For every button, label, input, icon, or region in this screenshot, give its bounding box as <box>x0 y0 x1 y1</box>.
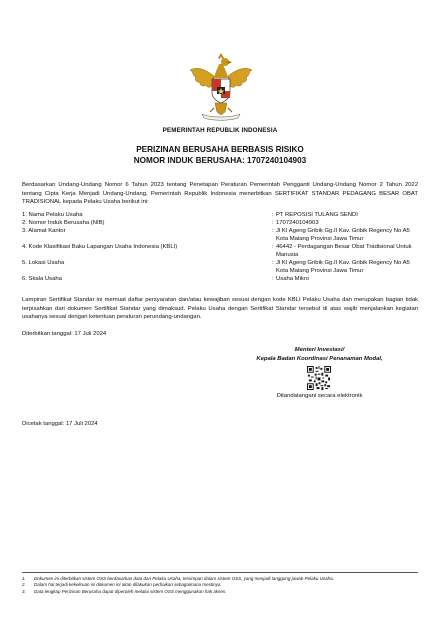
footnote-text: Dalam hal terjadi kekeliruan isi dokumen ini akan dilakukan perbaikan sebagaimana mestinya. <box>34 582 222 588</box>
government-heading: PEMERINTAH REPUBLIK INDONESIA <box>162 127 278 134</box>
field-value: PT REPOSISI TULANG SENDI <box>276 212 358 218</box>
footnote-text: Data lengkap Perizinan Berusaha dapat diperoleh melalui sistem OSS menggunakan hak akses. <box>34 588 227 594</box>
field-label: 4. Kode Klasifikasi Baku Lapangan Usaha Indonesia (KBLI) <box>22 244 178 251</box>
garuda-emblem-icon <box>188 52 254 124</box>
field-row-nib <box>22 220 422 228</box>
field-separator: : <box>272 212 274 218</box>
field-label: 2. Nomor Induk Berusaha (NIB) <box>22 220 105 227</box>
business-details <box>22 212 422 284</box>
field-separator: : <box>272 259 274 266</box>
footnote-number: 2. <box>22 582 26 588</box>
field-row-business-location <box>22 260 422 275</box>
field-label: 3. Alamat Kantor <box>22 228 66 235</box>
field-row-office-address <box>22 228 422 243</box>
field-label: 5. Lokasi Usaha <box>22 259 65 266</box>
printed-date: Dicetak tanggal: 17 Juli 2024 <box>22 421 98 427</box>
electronic-signature-note: Ditandatangani secara elektronik <box>276 393 363 399</box>
field-value: Usaha Mikro <box>276 275 310 282</box>
footnote-text: Dokumen ini diterbitkan sistem OSS berdasarkan data dari Pelaku Usaha, tersimpan dalam sistem OSS, yang menjadi tanggung jawab Pelaku Usaha. <box>34 576 334 581</box>
document-title: PERIZINAN BERUSAHA BERBASIS RISIKO <box>136 145 304 154</box>
field-value: Jl KI Ageng Gribik Gg.II Kav. Gribik Regency No A5 Kota Malang Provinsi Jawa Timur <box>276 228 410 242</box>
footnote-item <box>22 589 418 595</box>
signatory-title: Menteri Investasi/ <box>294 347 345 353</box>
footnote-divider <box>22 572 418 573</box>
nib-heading: NOMOR INDUK BERUSAHA: 1707240104903 <box>133 156 307 165</box>
signatory-office: Kepala Badan Koordinasi Penanaman Modal, <box>256 355 383 362</box>
qr-code-icon <box>307 366 331 390</box>
footnote-number: 3. <box>22 588 26 594</box>
field-separator: : <box>272 275 274 282</box>
footnotes <box>22 576 418 595</box>
footnote-number: 1. <box>22 576 26 581</box>
issued-date: Diterbitkan tanggal: 17 Juli 2024 <box>22 331 107 337</box>
intro-paragraph: Berdasarkan Undang-Undang Nomor 6 Tahun 2023 tentang Penetapan Peraturan Pemerintah Pengganti Undang-Undang Nomor 2 Tahun 2022 tentang Cipta Kerja Menjadi Undang-Undang, Pemerintah Republik Indonesia menerbitkan SERTIFIKAT STANDAR PEDAGANG BESAR OBAT TRADISIONAL kepada Pelaku Usaha berikut ini: <box>22 182 418 206</box>
field-separator: : <box>272 220 274 227</box>
field-value: Jl KI Ageng Gribik Gg.II Kav. Gribik Regency No A5 Kota Malang Provinsi Jawa Timur <box>276 259 410 274</box>
signatory-block <box>232 346 407 363</box>
attachment-paragraph: Lampiran Sertifikat Standar ini memuat daftar persyaratan dan/atau kewajiban sesuai dengan kode KBLI Pelaku Usaha dan merupakan bagian tidak terpisahkan dari dokumen Sertifikat Standar yang dimaksud. Pelaku Usaha dengan Sertifikat Standar tersebut di atas wajib menjalankan kegiatan usahanya sesuai dengan ketentuan peraturan perundang-undangan. <box>22 297 418 321</box>
field-value: 46442 - Perdagangan Besar Obat Tradisional Untuk Manusia <box>276 244 412 258</box>
field-label: 6. Skala Usaha <box>22 275 62 282</box>
field-row-business-scale <box>22 276 422 284</box>
field-label: 1. Nama Pelaku Usaha <box>22 212 83 218</box>
field-row-kbli <box>22 244 422 259</box>
field-row-business-name <box>22 212 422 220</box>
field-separator: : <box>272 228 274 235</box>
field-separator: : <box>272 244 274 251</box>
field-value: 1707240104903 <box>276 220 319 227</box>
